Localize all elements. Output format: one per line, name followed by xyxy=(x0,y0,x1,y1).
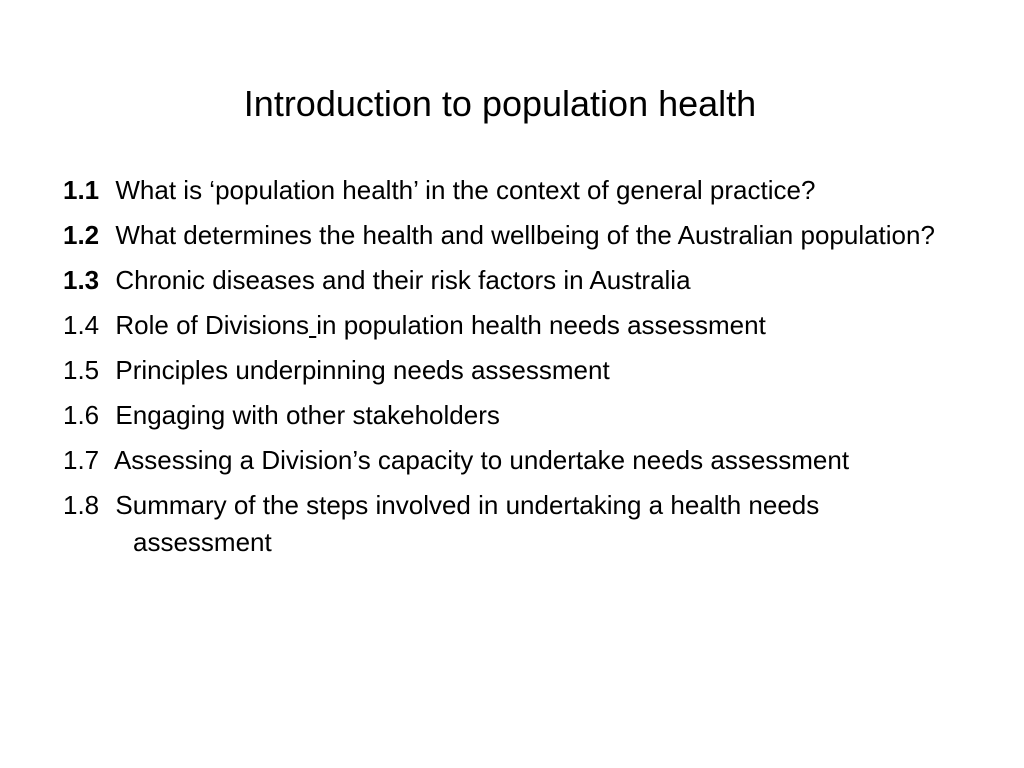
list-item xyxy=(63,172,963,209)
item-number: 1.2 xyxy=(63,220,100,250)
item-text: Summary of the steps involved in undertaking a health needs assessment xyxy=(115,490,820,557)
list-item xyxy=(63,397,963,434)
list-item xyxy=(63,487,963,561)
list-item xyxy=(63,352,963,389)
list-item xyxy=(63,442,963,479)
list-item xyxy=(63,307,963,344)
list-item xyxy=(63,262,963,299)
item-text: What is ‘population health’ in the context of general practice? xyxy=(115,175,816,205)
item-text: Engaging with other stakeholders xyxy=(115,400,500,430)
slide-title: Introduction to population health xyxy=(243,83,757,124)
item-number: 1.3 xyxy=(63,265,100,295)
item-number: 1.5 xyxy=(63,355,100,385)
item-text-before: Role of Divisions xyxy=(115,310,310,340)
item-number: 1.8 xyxy=(63,490,100,520)
item-number: 1.4 xyxy=(63,310,100,340)
item-number: 1.6 xyxy=(63,400,100,430)
item-number: 1.1 xyxy=(63,175,100,205)
list-item xyxy=(63,217,963,254)
item-text-after: in population health needs assessment xyxy=(316,310,766,340)
item-text: Chronic diseases and their risk factors in Australia xyxy=(115,265,691,295)
item-text: What determines the health and wellbeing of the Australian population? xyxy=(115,220,935,250)
topic-list xyxy=(63,172,963,569)
item-number: 1.7 xyxy=(63,445,100,475)
item-text: Principles underpinning needs assessment xyxy=(115,355,610,385)
item-text: Assessing a Division’s capacity to undertake needs assessment xyxy=(113,445,850,475)
